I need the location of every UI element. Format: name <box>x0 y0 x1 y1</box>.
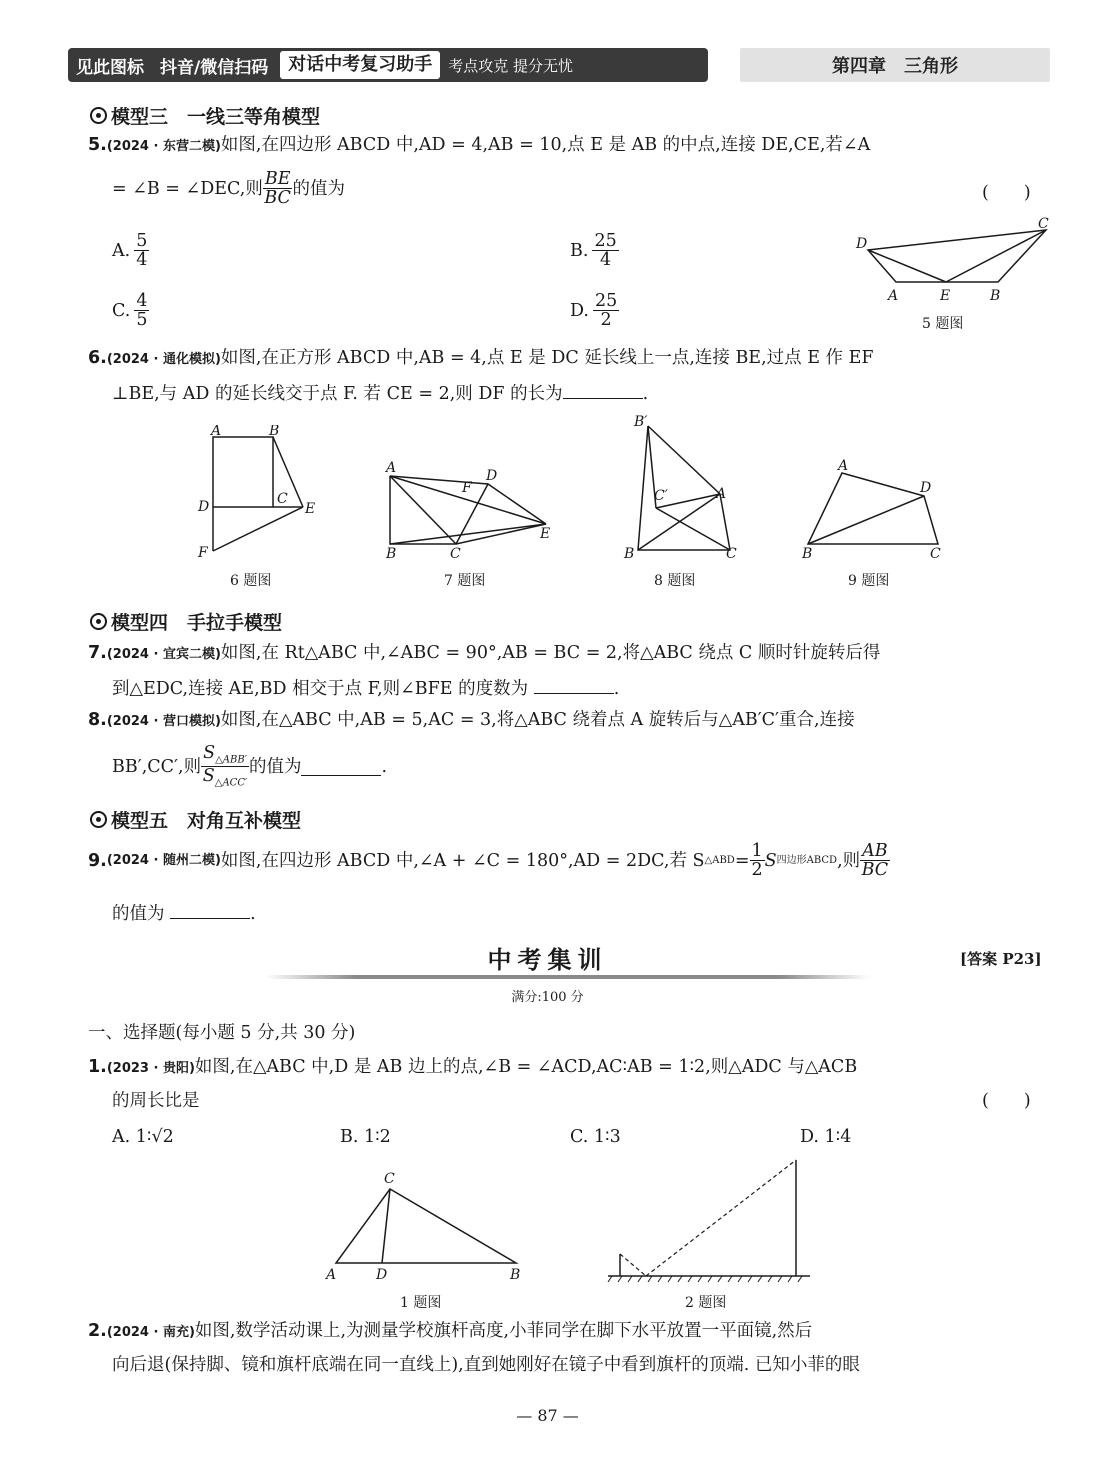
question-8-line-1: 8.(2024 · 营口模拟)如图,在△ABC 中,AB = 5,AC = 3,将△ABC 绕着点 A 旋转后与△AB′C′重合,连接 <box>88 710 855 730</box>
section-heading-5: 模型五 对角互补模型 <box>90 806 301 833</box>
training-title: 中考集训 <box>487 946 608 974</box>
svg-text:B: B <box>802 546 813 562</box>
header-segment-3: 对话中考复习助手 <box>280 51 440 79</box>
figure-q1 <box>320 1165 535 1285</box>
svg-text:A: A <box>326 1267 337 1283</box>
option-1d: D. 1∶4 <box>800 1127 852 1147</box>
svg-text:B: B <box>990 288 1001 304</box>
fraction-ab-bc: $\frac{AB}{BC}$ <box>861 841 889 881</box>
svg-text:C: C <box>930 546 941 562</box>
svg-text:D: D <box>856 236 868 252</box>
svg-text:D: D <box>198 499 210 515</box>
fraction-be-bc: $\frac{BE}{BC}$ <box>264 169 291 209</box>
svg-text:B′: B′ <box>634 414 648 430</box>
option-5d: D. $\frac{25}{2}$ <box>570 291 618 331</box>
svg-text:C: C <box>726 546 737 562</box>
header-segment-1: 见此图标 <box>76 57 144 78</box>
caption-q1: 1 题图 <box>400 1295 442 1311</box>
svg-text:A: A <box>838 458 849 474</box>
question-7-line-2: 到△EDC,连接 AE,BD 相交于点 F,则∠BFE 的度数为 . <box>112 675 619 702</box>
question-9-line-2: 的值为 . <box>112 900 256 927</box>
caption-6: 6 题图 <box>230 573 272 589</box>
fraction-area-ratio: $\frac{S_{\triangle ABB'}}{S_{\triangle ACC'}}$ <box>202 743 248 789</box>
question-5-line-1: 5.(2024 · 东营二模)如图,在四边形 ABCD 中,AD = 4,AB = 10,点 E 是 AB 的中点,连接 DE,CE,若∠A <box>88 135 871 155</box>
svg-text:F: F <box>462 480 472 496</box>
svg-text:A: A <box>386 460 397 476</box>
caption-9: 9 题图 <box>848 573 890 589</box>
target-icon <box>90 613 107 630</box>
svg-text:C: C <box>450 546 461 562</box>
question-2-line-1: 2.(2024 · 南充)如图,数学活动课上,为测量学校旗杆高度,小菲同学在脚下水平放置一平面镜,然后 <box>88 1321 813 1341</box>
question-8-line-2: BB′,CC′,则 $\frac{S_{\triangle ABB'}}{S_{\triangle ACC'}}$ 的值为 . <box>112 743 388 789</box>
target-icon <box>90 107 107 124</box>
answer-blank-8[interactable] <box>301 757 381 776</box>
caption-7: 7 题图 <box>444 573 486 589</box>
svg-text:E: E <box>540 526 551 542</box>
svg-text:C′: C′ <box>654 488 668 504</box>
answer-reference: [答案 P23] <box>960 950 1042 968</box>
question-2-line-2: 向后退(保持脚、镜和旗杆底端在同一直线上),直到她刚好在镜子中看到旗杆的顶端. 已知小菲的眼 <box>112 1355 860 1375</box>
question-1-line-2: 的周长比是 <box>112 1091 200 1111</box>
figure-9 <box>798 458 948 563</box>
chapter-title: 第四章 三角形 <box>740 48 1050 82</box>
svg-text:C: C <box>384 1171 395 1187</box>
svg-text:B: B <box>386 546 397 562</box>
option-1c: C. 1∶3 <box>570 1127 621 1147</box>
option-5c: C. $\frac{4}{5}$ <box>112 291 148 331</box>
question-1-line-1: 1.(2023 · 贵阳)如图,在△ABC 中,D 是 AB 边上的点,∠B = ∠ACD,AC∶AB = 1∶2,则△ADC 与△ACB <box>88 1057 858 1077</box>
header-banner <box>68 48 708 82</box>
option-1b: B. 1∶2 <box>340 1127 391 1147</box>
header-segment-4: 考点攻克 提分无忧 <box>448 56 573 75</box>
title-rule <box>265 975 870 979</box>
part-1-heading: 一、选择题(每小题 5 分,共 30 分) <box>88 1023 356 1043</box>
target-icon <box>90 811 107 828</box>
answer-blank-6[interactable] <box>563 380 643 399</box>
svg-text:E: E <box>940 288 951 304</box>
svg-text:B: B <box>269 425 280 439</box>
svg-text:B: B <box>510 1267 521 1283</box>
option-5a: A. $\frac{5}{4}$ <box>112 231 148 271</box>
option-5b: B. $\frac{25}{4}$ <box>570 231 617 271</box>
figure-5 <box>848 212 1058 312</box>
section-heading-4: 模型四 手拉手模型 <box>90 608 282 635</box>
question-6-line-2: ⊥BE,与 AD 的延长线交于点 F. 若 CE = 2,则 DF 的长为 . <box>112 380 648 407</box>
answer-paren-1: ( ) <box>982 1091 1031 1111</box>
question-9-line-1: 9. (2024 · 随州二模) 如图,在四边形 ABCD 中,∠A + ∠C = 180°,AD = 2DC,若 S △ABD = $\frac{1}{2}$ S 四边形ABCD ,则 $\frac{AB}{BC}$ <box>88 841 889 881</box>
option-1a: A. 1∶√2 <box>112 1127 174 1147</box>
caption-8: 8 题图 <box>654 573 696 589</box>
svg-text:C: C <box>1038 216 1049 232</box>
answer-paren-5: ( ) <box>982 183 1031 203</box>
svg-text:A: A <box>211 425 222 439</box>
header-segment-2: 抖音/微信扫码 <box>160 57 269 78</box>
svg-text:A: A <box>716 486 727 502</box>
svg-text:E: E <box>305 501 316 517</box>
question-5-line-2: = ∠B = ∠DEC,则 $\frac{BE}{BC}$ 的值为 <box>112 169 345 209</box>
svg-text:D: D <box>486 468 498 484</box>
svg-text:F: F <box>198 545 208 561</box>
answer-blank-7[interactable] <box>534 675 614 694</box>
question-7-line-1: 7.(2024 · 宜宾二模)如图,在 Rt△ABC 中,∠ABC = 90°,AB = BC = 2,将△ABC 绕点 C 顺时针旋转后得 <box>88 643 881 663</box>
answer-blank-9[interactable] <box>170 900 250 919</box>
svg-text:B: B <box>624 546 635 562</box>
figure-8 <box>620 408 750 563</box>
svg-text:D: D <box>920 480 932 496</box>
svg-text:A: A <box>888 288 899 304</box>
caption-5: 5 题图 <box>922 316 964 332</box>
full-score: 满分:100 分 <box>511 990 584 1005</box>
figure-6 <box>195 425 335 565</box>
svg-text:C: C <box>277 491 288 507</box>
caption-q2: 2 题图 <box>685 1295 727 1311</box>
figure-q2 <box>600 1150 815 1285</box>
page-number: — 87 — <box>516 1406 579 1425</box>
figure-7 <box>380 458 560 563</box>
question-6-line-1: 6.(2024 · 通化模拟)如图,在正方形 ABCD 中,AB = 4,点 E 是 DC 延长线上一点,连接 BE,过点 E 作 EF <box>88 348 874 368</box>
svg-text:D: D <box>376 1267 388 1283</box>
section-heading-3: 模型三 一线三等角模型 <box>90 102 320 129</box>
